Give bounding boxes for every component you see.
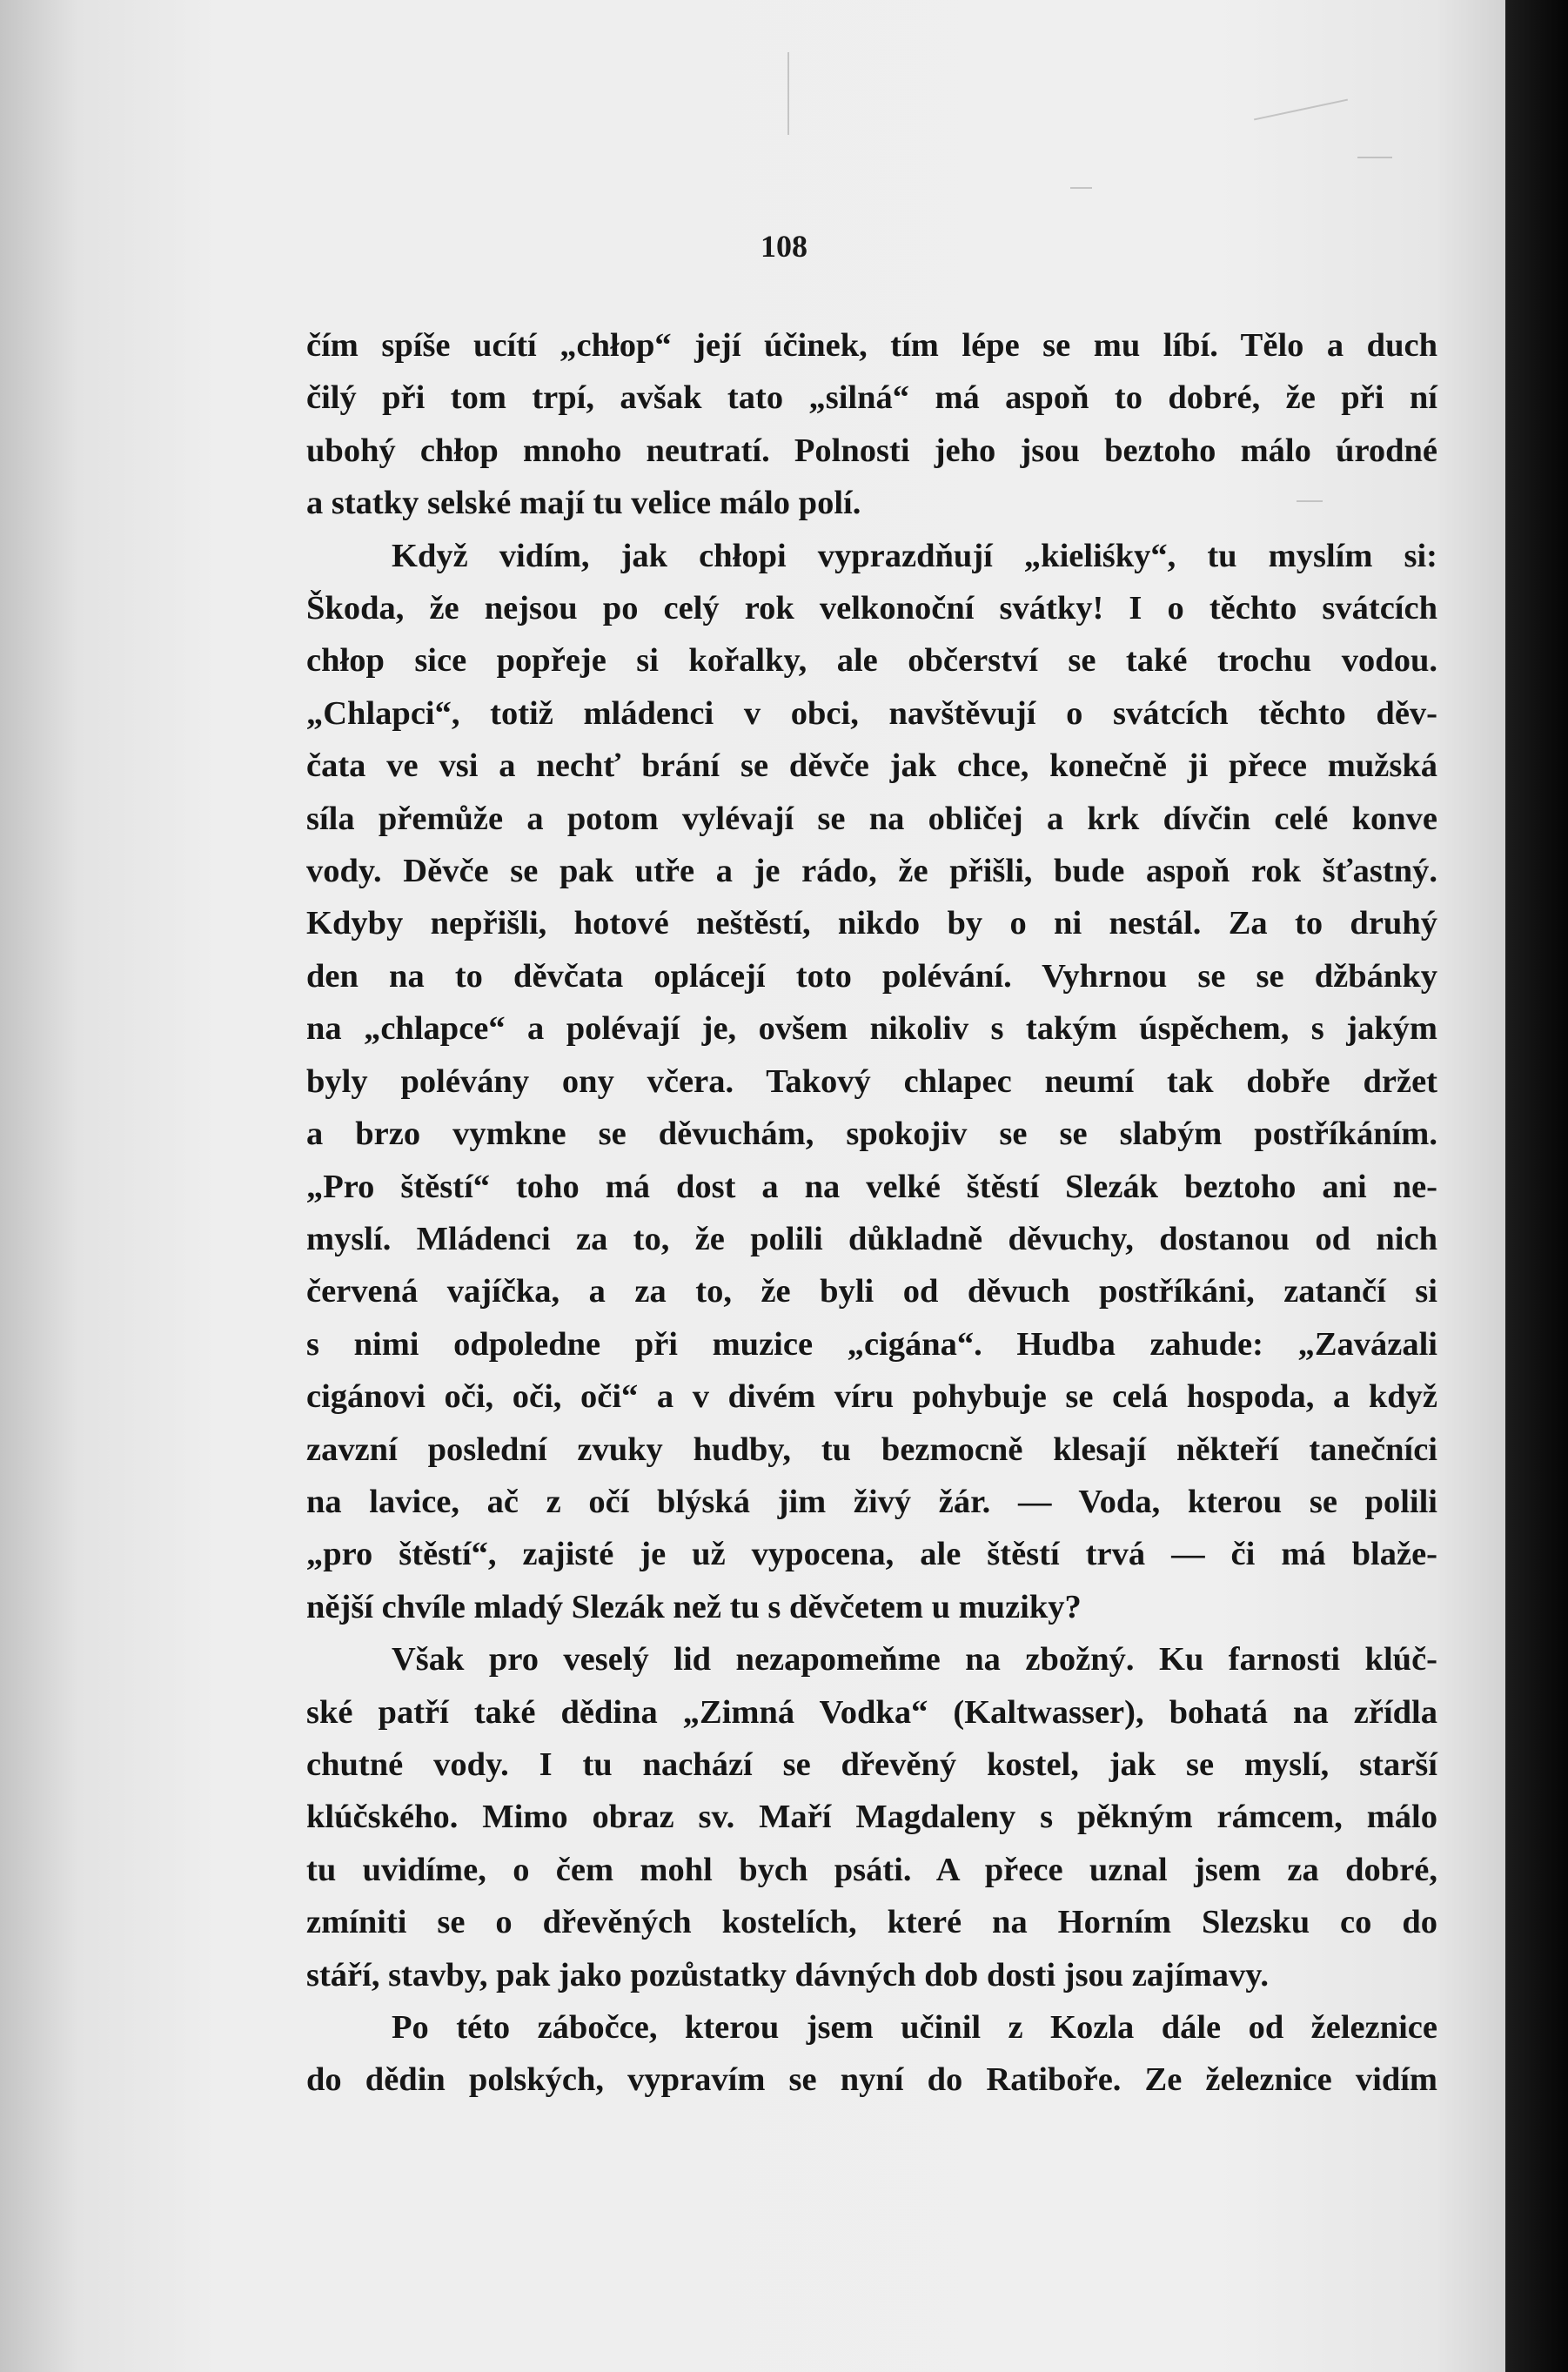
- text-line: klúčského. Mimo obraz sv. Maří Magdaleny s pěkným rámcem, málo: [306, 1799, 1437, 1836]
- text-line: byly polévány ony včera. Takový chlapec neumí tak dobře držet: [306, 1062, 1437, 1100]
- page-number: 108: [761, 229, 807, 264]
- scan-mark: [1254, 99, 1348, 121]
- text-line: do dědin polských, vypravím se nyní do Ratiboře. Ze železnice vidím: [306, 2061, 1437, 2099]
- text-line: zavzní poslední zvuky hudby, tu bezmocně klesají někteří tanečníci: [306, 1431, 1437, 1468]
- text-line: „pro štěstí“, zajisté je už vypocena, ale štěstí trvá — či má blaže-: [306, 1536, 1437, 1573]
- scan-mark: [1357, 157, 1392, 158]
- text-line: chłop sice popřeje si kořalky, ale občerství se také trochu vodou.: [306, 642, 1437, 680]
- text-line: síla přemůže a potom vylévají se na obličej a krk dívčin celé konve: [306, 800, 1437, 837]
- text-line: čata ve vsi a nechť brání se děvče jak chce, konečně ji přece mužská: [306, 747, 1437, 785]
- text-line: Škoda, že nejsou po celý rok velkonoční svátky! I o těchto svátcích: [306, 590, 1437, 627]
- text-line: na lavice, ač z očí blýská jim živý žár. — Voda, kterou se polili: [306, 1483, 1437, 1520]
- text-line: červená vajíčka, a za to, že byli od děvuch postříkáni, zatančí si: [306, 1273, 1437, 1310]
- text-line: den na to děvčata oplácejí toto polévání. Vyhrnou se se džbánky: [306, 957, 1437, 995]
- text-line: a statky selské mají tu velice málo polí.: [306, 485, 861, 522]
- text-line: čilý při tom trpí, avšak tato „silná“ má aspoň to dobré, že při ní: [306, 379, 1437, 417]
- text-line: „Chlapci“, totiž mládenci v obci, navštěvují o svátcích těchto děv-: [306, 694, 1437, 732]
- text-line: s nimi odpoledne při muzice „cigána“. Hudba zahude: „Zavázali: [306, 1325, 1437, 1363]
- text-line: na „chlapce“ a polévají je, ovšem nikoliv s takým úspěchem, s jakým: [306, 1010, 1437, 1048]
- page-edge-shadow: [1505, 0, 1568, 2372]
- text-line: a brzo vymkne se děvuchám, spokojiv se se slabým postříkáním.: [306, 1116, 1437, 1153]
- text-line: „Pro štěstí“ toho má dost a na velké štěstí Slezák beztoho ani ne-: [306, 1168, 1437, 1205]
- text-line: ské patří také dědina „Zimná Vodka“ (Kaltwasser), bohatá na zřídla: [306, 1693, 1437, 1731]
- text-line: tu uvidíme, o čem mohl bych psáti. A přece uznal jsem za dobré,: [306, 1851, 1437, 1888]
- text-line: cigánovi oči, oči, oči“ a v divém víru pohybuje se celá hospoda, a když: [306, 1378, 1437, 1416]
- text-line: Když vidím, jak chłopi vyprazdňují „kieliśky“, tu myslím si:: [392, 537, 1437, 574]
- text-line: Po této zábočce, kterou jsem učinil z Kozla dále od železnice: [392, 2009, 1437, 2046]
- text-line: myslí. Mládenci za to, že polili důkladně děvuchy, dostanou od nich: [306, 1220, 1437, 1257]
- scan-mark: [787, 52, 789, 135]
- text-line: Kdyby nepřišli, hotové neštěstí, nikdo by o ni nestál. Za to druhý: [306, 905, 1437, 942]
- body-text: [306, 319, 1437, 2107]
- text-line: nější chvíle mladý Slezák než tu s děvčetem u muziky?: [306, 1588, 1082, 1625]
- text-line: ubohý chłop mnoho neutratí. Polnosti jeho jsou beztoho málo úrodné: [306, 432, 1437, 469]
- scan-mark: [1070, 187, 1092, 189]
- text-line: vody. Děvče se pak utře a je rádo, že přišli, bude aspoň rok šťastný.: [306, 853, 1437, 890]
- text-line: Však pro veselý lid nezapomeňme na zbožný. Ku farnosti klúč-: [392, 1641, 1437, 1678]
- text-line: stáří, stavby, pak jako pozůstatky dávných dob dosti jsou zajímavy.: [306, 1956, 1270, 1993]
- text-line: chutné vody. I tu nachází se dřevěný kostel, jak se myslí, starší: [306, 1745, 1437, 1783]
- text-line: čím spíše ucítí „chłop“ její účinek, tím lépe se mu líbí. Tělo a duch: [306, 327, 1437, 364]
- text-line: zmíniti se o dřevěných kostelích, které na Horním Slezsku co do: [306, 1904, 1437, 1941]
